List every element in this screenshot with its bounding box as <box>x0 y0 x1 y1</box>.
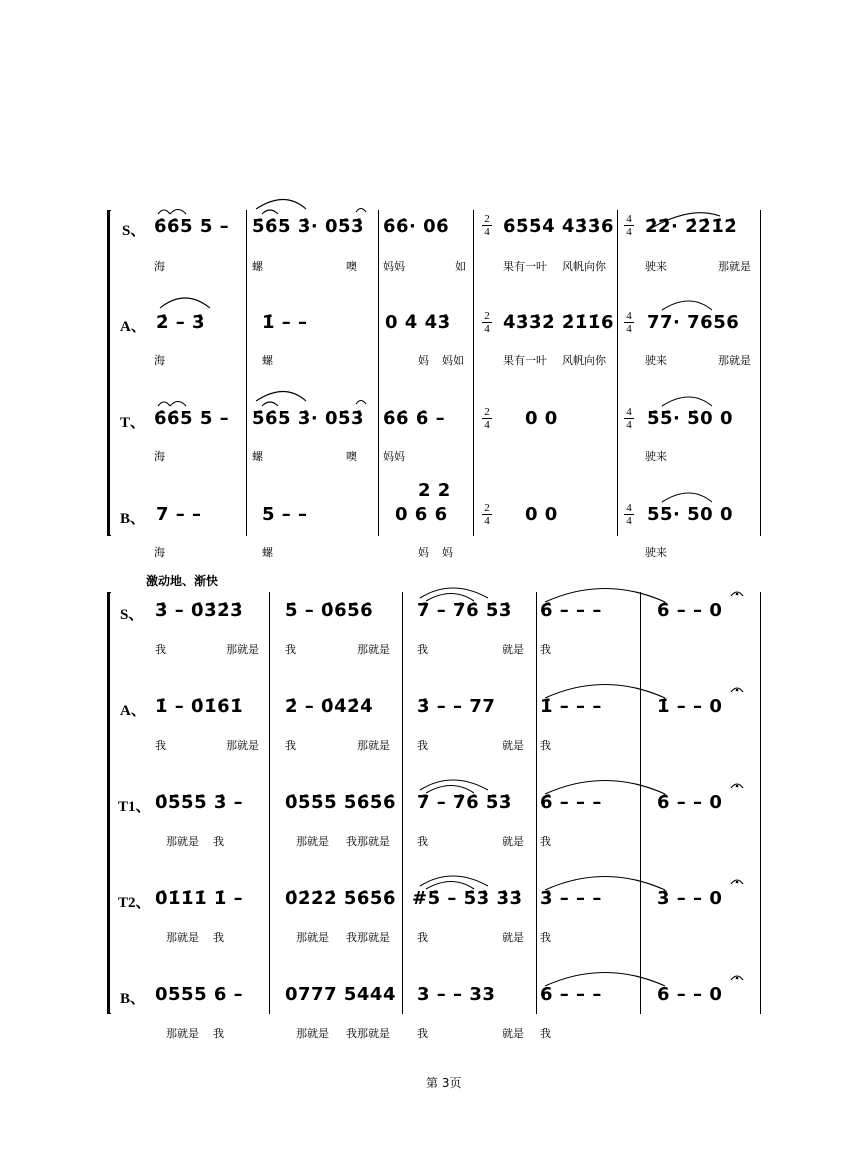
lyric: 我 <box>540 835 551 848</box>
notes-m5: 55· 50 0 <box>647 504 733 525</box>
lyric: 我 <box>417 835 428 848</box>
slur <box>262 210 278 214</box>
lyric: 就是 <box>502 643 524 656</box>
lyric: 我 <box>213 835 224 848</box>
notes-m3: #5̇ – 5̇3̇ 3̇3̇ <box>412 888 523 909</box>
lyric: 那就是 <box>166 931 199 944</box>
notes-m4: 1̇ – – – <box>540 696 602 717</box>
lyric: 海 <box>154 354 165 367</box>
time-signature: 4 4 <box>622 310 636 335</box>
tie <box>545 877 665 891</box>
lyric: 我 <box>417 931 428 944</box>
notes-m4: 3̇ – – – <box>540 888 602 909</box>
voice-label: T1、 <box>118 799 151 815</box>
lyric: 妈妈 <box>383 450 405 463</box>
tempo-direction: 激动地、渐快 <box>146 574 219 588</box>
tie <box>545 685 665 699</box>
notes-m1: 0̇1̇1̇1̇ 1̇ – <box>155 888 244 909</box>
lyric: 那就是 <box>718 260 751 273</box>
lyric: 妈如 <box>442 354 464 367</box>
voice-label: T2、 <box>118 895 151 911</box>
notes-m2: 0̇2̇2̇2̇ 5̇6̇5̇6̇ <box>285 888 396 909</box>
lyric: 妈妈 <box>383 260 405 273</box>
notes-m3: 3 – – 33 <box>417 984 496 1005</box>
lyric: 我 <box>540 739 551 752</box>
slur <box>662 301 712 310</box>
notes-m1: 0555 6 – <box>155 984 244 1005</box>
notes-m5: 3̇ – – 0 <box>657 888 723 909</box>
slur <box>256 200 306 210</box>
lyric: 我 <box>540 931 551 944</box>
lyric: 就是 <box>502 739 524 752</box>
lyric: 螺 <box>252 260 263 273</box>
lyric: 那就是 <box>296 835 329 848</box>
lyric: 那就是 <box>357 739 390 752</box>
lyric: 海 <box>154 546 165 559</box>
notes-m5: 6̇ – – 0 <box>657 792 723 813</box>
lyric: 我 <box>155 643 166 656</box>
lyric: 那就是 <box>357 643 390 656</box>
notes-m3: 0 4̇ 4̇3̇ <box>385 312 451 333</box>
lyric: 我 <box>417 739 428 752</box>
lyric: 妈 <box>418 354 429 367</box>
lyric: 噢 <box>346 260 357 273</box>
slur <box>420 588 488 598</box>
lyric: 我 <box>540 643 551 656</box>
slur <box>420 780 488 790</box>
notes-m4: 0 0 <box>525 408 558 429</box>
notes-m2: 5̇6̇5 3̇· 05̇3̇ <box>252 408 365 429</box>
lyric: 我 <box>213 1027 224 1040</box>
slur <box>426 594 474 602</box>
slur <box>662 493 712 502</box>
slur <box>648 213 720 230</box>
notes-m3: 7̇ – 7̇6̇ 5̇3̇ <box>417 600 512 621</box>
voice-label: A、 <box>120 319 146 335</box>
notes-m2: 0777 5444 <box>285 984 396 1005</box>
lyric: 妈 <box>418 546 429 559</box>
voice-label: A、 <box>120 703 146 719</box>
lyric: 螺 <box>262 354 273 367</box>
notes-m1: 6̇6̇5 5 – <box>154 216 230 237</box>
slur <box>158 210 170 214</box>
lyric: 海 <box>154 450 165 463</box>
notes-m2: 0̇5̇5̇5̇ 5̇6̇5̇6̇ <box>285 792 396 813</box>
time-signature: 2 4 <box>480 213 494 238</box>
tie <box>545 973 665 987</box>
lyric: 我那就是 <box>346 1027 390 1040</box>
lyric: 我 <box>285 643 296 656</box>
slur <box>662 397 712 406</box>
lyric: 那就是 <box>226 739 259 752</box>
time-signature: 2 4 <box>480 502 494 527</box>
notes-m2: 5 – – <box>262 504 308 525</box>
notes-m5: 2̇2̇· 2̇2̇1̇2̇ <box>645 216 738 237</box>
notes-m2: 1̇ – – <box>262 312 308 333</box>
notes-m5: 6 – – 0 <box>657 984 723 1005</box>
notes-m3: 7̇ – 7̇6̇ 5̇3̇ <box>417 792 512 813</box>
slur <box>160 298 210 308</box>
lyric: 那就是 <box>296 931 329 944</box>
lyric: 我 <box>155 739 166 752</box>
slur <box>356 401 366 405</box>
notes-m3: 6̇6̇ 6̇ – <box>383 408 446 429</box>
voice-label: T、 <box>120 415 146 431</box>
lyric: 我那就是 <box>346 931 390 944</box>
slur <box>256 392 306 402</box>
lyric: 妈 <box>442 546 453 559</box>
notes-m1: 6̇6̇5 5 – <box>154 408 230 429</box>
time-signature: 2 4 <box>480 406 494 431</box>
lyric: 我 <box>417 643 428 656</box>
lyric: 那就是 <box>718 354 751 367</box>
lyric: 那就是 <box>166 835 199 848</box>
time-signature: 4 4 <box>622 502 636 527</box>
slur <box>420 876 488 886</box>
notes-m1: 7 – – <box>156 504 202 525</box>
time-signature: 2 4 <box>480 310 494 335</box>
lyric: 螺 <box>252 450 263 463</box>
tie <box>545 781 665 795</box>
lyric: 我那就是 <box>346 835 390 848</box>
voice-label: S、 <box>120 607 144 623</box>
lyric: 那就是 <box>166 1027 199 1040</box>
slur <box>262 402 278 406</box>
lyric: 我 <box>285 739 296 752</box>
notes-m5: 77· 7656 <box>647 312 740 333</box>
lyric: 那就是 <box>226 643 259 656</box>
notes-m2: 5̇6̇5 3̇· 05̇3̇ <box>252 216 365 237</box>
notes-m3: 3̇ – – 77 <box>417 696 496 717</box>
lyric: 我 <box>417 1027 428 1040</box>
lyric: 我 <box>213 931 224 944</box>
time-signature: 4 4 <box>622 213 636 238</box>
slur <box>426 882 474 890</box>
lyric: 风帆向你 <box>562 260 606 273</box>
lyric: 果有一叶 <box>503 354 547 367</box>
notes-m5: 5̇5̇· 5̇0 0 <box>647 408 733 429</box>
voice-label: S、 <box>122 223 146 239</box>
slur <box>356 209 366 213</box>
notes-m2: 2̇ – 0̇4̇2̇4̇ <box>285 696 374 717</box>
notes-m5: 1̇ – – 0 <box>657 696 723 717</box>
notes-m1: 2̇ – 3̇ <box>156 312 206 333</box>
lyric: 果有一叶 <box>503 260 547 273</box>
page-number: 第 3页 <box>426 1076 462 1090</box>
lyric: 风帆向你 <box>562 354 606 367</box>
voice-label: B、 <box>120 991 146 1007</box>
notes-m5: 6̇ – – 0 <box>657 600 723 621</box>
slur <box>426 786 474 794</box>
lyric: 驶来 <box>645 354 667 367</box>
notes-m1: 1̇ – 0̇1̇6̇1̇ <box>155 696 244 717</box>
notes-m3-upper: 2 2 <box>418 480 451 501</box>
notes-m3: 6̇6̇· 06̇ <box>383 216 450 237</box>
slur <box>158 402 170 406</box>
lyric: 就是 <box>502 835 524 848</box>
lyric: 就是 <box>502 1027 524 1040</box>
notes-m2: 5̇ – 0̇6̇5̇6̇ <box>285 600 374 621</box>
lyric: 海 <box>154 260 165 273</box>
lyric: 驶来 <box>645 260 667 273</box>
lyric: 那就是 <box>296 1027 329 1040</box>
time-signature: 4 4 <box>622 406 636 431</box>
lyric: 如 <box>455 260 466 273</box>
notes-m4: 0 0 <box>525 504 558 525</box>
lyric: 就是 <box>502 931 524 944</box>
notes-m4: 6̇ – – – <box>540 600 602 621</box>
notes-m4: 6 – – – <box>540 984 602 1005</box>
tie <box>545 589 665 603</box>
lyric: 我 <box>540 1027 551 1040</box>
lyric: 驶来 <box>645 450 667 463</box>
notes-m1: 3̇ – 0̇3̇2̇3̇ <box>155 600 244 621</box>
lyric: 驶来 <box>645 546 667 559</box>
slur <box>170 210 186 215</box>
notes-m3: 0 6 6 <box>395 504 448 525</box>
lyric: 螺 <box>262 546 273 559</box>
notes-m1: 0̇5̇5̇5̇ 3̇ – <box>155 792 244 813</box>
slur <box>170 402 186 407</box>
notes-m4: 6̇5̇5̇4̇ 4̇3̇3̇6 <box>503 216 614 237</box>
lyric: 噢 <box>346 450 357 463</box>
notes-m4: 4̇3̇3̇2̇ 2̇1̇1̇6 <box>503 312 614 333</box>
voice-label: B、 <box>120 511 146 527</box>
notes-m4: 6̇ – – – <box>540 792 602 813</box>
